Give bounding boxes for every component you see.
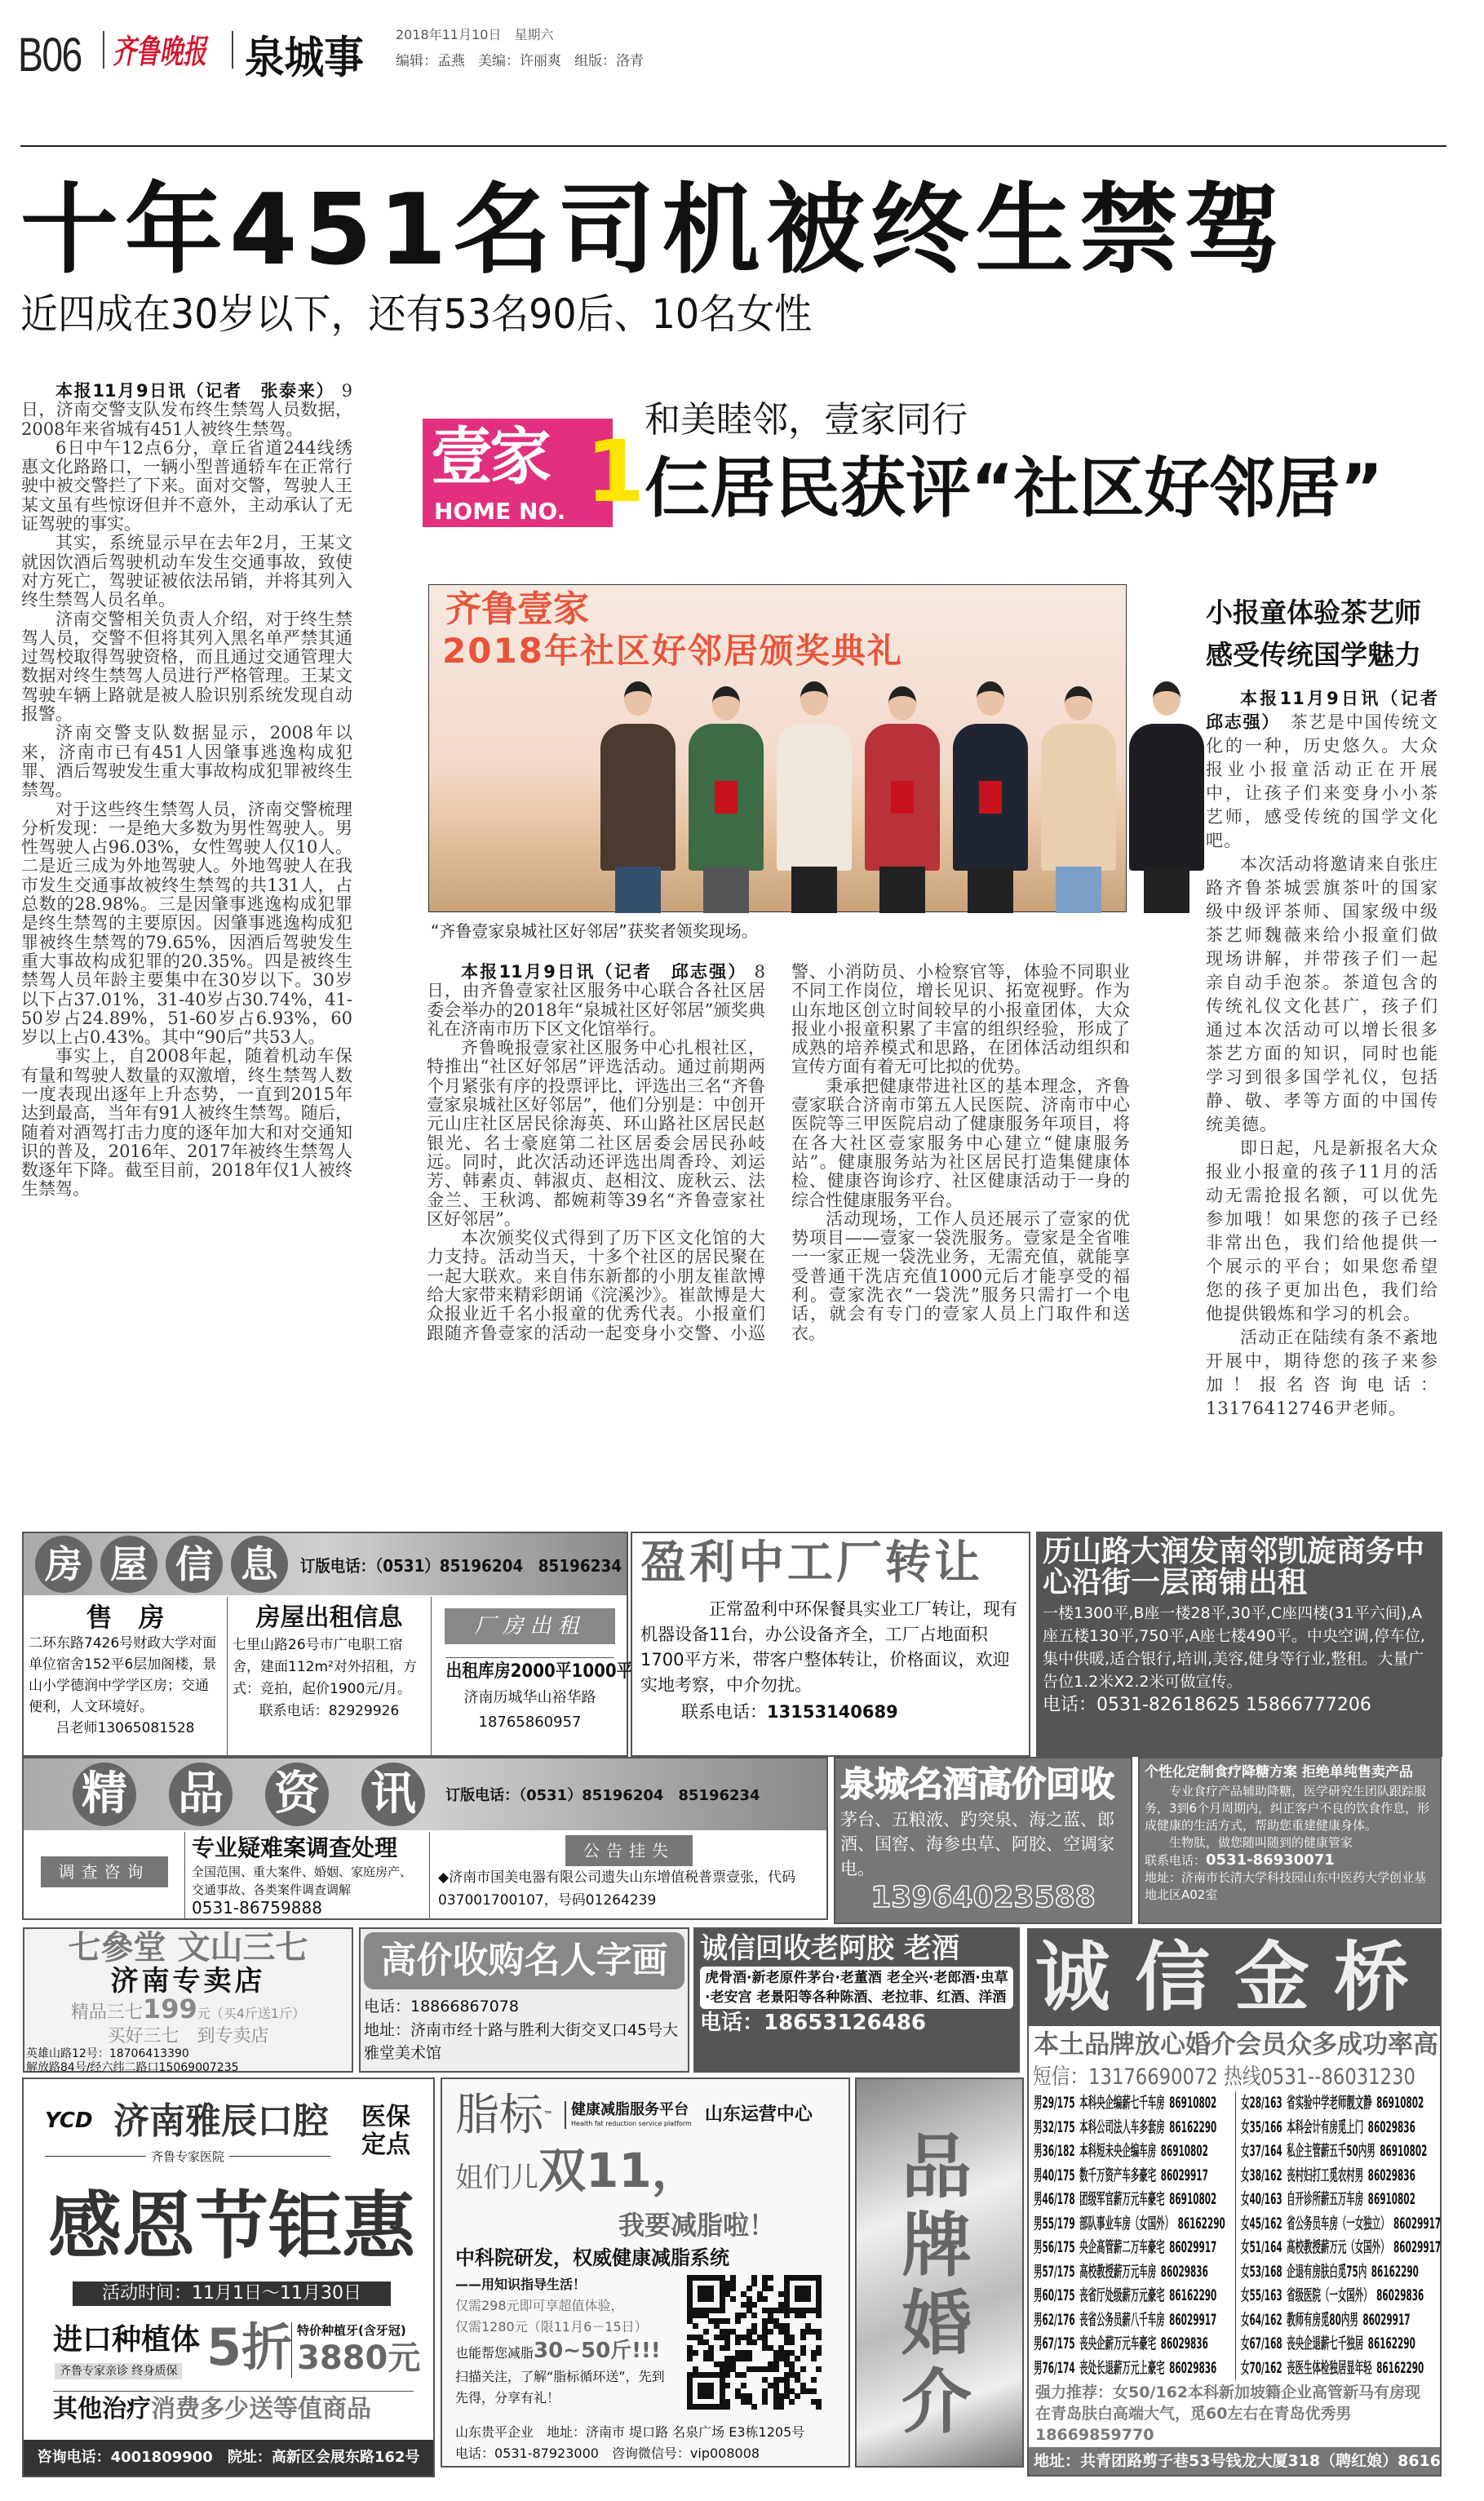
paragraph: 其实，系统显示早在去年2月，王某文就因饮酒后驾驶机动车发生交通事故，致使对方死亡，驾驶证被依法吊销，并将其列入终生禁驾人员名单。 bbox=[21, 533, 352, 610]
award-certificate bbox=[979, 781, 1002, 814]
ad-phone: 订版电话：（0531）85196204 85196234 bbox=[445, 1787, 760, 1804]
award-ceremony-photo bbox=[428, 584, 1127, 912]
member-entry: 男76/174 丧处长退薪万元上豪宅 86029836 bbox=[1034, 2358, 1217, 2377]
date: 2018年11月10日 bbox=[396, 27, 502, 42]
ad-premium-info bbox=[22, 1757, 828, 1920]
qr-module bbox=[811, 2356, 817, 2361]
qr-module bbox=[751, 2313, 757, 2318]
newspaper-logo: 齐鲁晚报 bbox=[113, 33, 207, 71]
divider bbox=[103, 31, 104, 69]
qr-module bbox=[800, 2366, 806, 2372]
ad-chengxin-jinqiao-matchmaking: 诚信金桥 本土品牌放心婚介会员众多成功率高 短信：13176690072 热线0531--86031230 男29/175 本科央企编薪七千车房 86910802 男32/175 本科公司法人车多套房 86162290 男36/182 本科短未央企编车房 86910802 男40/175 数千万资产车多豪宅 86029917 男46/178 团级军官薪万元车豪宅 86910802 男55/179 部队事业车房（女国外） 86162290 男56/175 央企高管薪二万车豪宅 86029917 男57/175 高校教授薪万元车房 86029836 男60/175 丧省厅处级薪万元豪宅 86162290 男62/176 丧省公务员薪八千车房 86029917 男67/175 丧央企薪万元车豪宅 86029836 男76/174 丧处长退薪万元上豪宅 86029836 女28/163 省实验中学老师靓文静 86910802 女35/166 本科会计有房觅上门 86029836 女37/164 私企主管薪五千50内男 86910802 女38/162 丧村妇打工觅农村男 86029836 女40/163 自开诊所薪五万车房 86910802 女45/162 省公务员车房（一女独立） 86029917 女51/164 高校教授薪万元（女国外） 86029917 女53/168 企退有房肤白觅75内 86162290 女55/163 省级医院（一女国外） 86029836 女64/162 教师有房觅80内男 86029917 女67/168 丧央企退薪七千独居 86162290 女70/162 丧医生体检独居显年轻 86162290 强力推荐：女50/162本科新加坡籍企业高管新马有房现在青岛肤白高端大气，觅60左右在青岛优秀男18669859770 地址：共青团路剪子巷53号钱龙大厦318（聘红娘）86162387 bbox=[1027, 1928, 1442, 2477]
person-head bbox=[1153, 681, 1181, 716]
qr-module bbox=[768, 2275, 773, 2281]
member-entry: 男36/182 本科短未央企编车房 86910802 bbox=[1034, 2142, 1208, 2160]
member-entry: 女40/163 自开诊所薪五万车房 86910802 bbox=[1241, 2190, 1415, 2208]
qr-module bbox=[768, 2286, 773, 2291]
person-legs bbox=[791, 867, 837, 913]
ad-phone: 订版电话：（0531）85196204 85196234 bbox=[300, 1555, 622, 1576]
photo-banner-text: 齐鲁壹家 bbox=[445, 588, 589, 630]
tea-article bbox=[1206, 687, 1438, 1421]
qr-module bbox=[746, 2286, 752, 2291]
issue-date bbox=[396, 24, 566, 43]
designer: 美编：许丽爽 bbox=[478, 53, 561, 69]
ad-sanqi-store: 七參堂 文山三七 济南专卖店 精品三七199元（买4斤送1斤） 买好三七 到专卖店 英雄山路12号：18706413390 解放路84号/经六纬二路口15069007235 bbox=[23, 1927, 353, 2073]
member-entry: 女35/166 本科会计有房觅上门 86029836 bbox=[1241, 2117, 1415, 2136]
qr-module bbox=[693, 2350, 698, 2356]
editor: 编辑：孟燕 bbox=[396, 53, 465, 69]
ad-house-rent: 房屋出租信息 七里山路26号市广电职工宿舍，建面112m²对外招租，方式：竞拍，起价1900元/月。 联系电话：82929926 bbox=[228, 1597, 432, 1757]
qr-module bbox=[724, 2404, 730, 2410]
qr-module bbox=[708, 2296, 714, 2302]
qr-module bbox=[816, 2313, 822, 2318]
paragraph: 本报11月9日讯（记者邱志强） 茶艺是中国传统文化的一种，历史悠久。大众报业小报童活动正在开展中，让孩子们来变身小小茶艺师，感受传统的国学文化吧。 bbox=[1206, 689, 1439, 850]
ad-header-band: 房 屋 信 息 订版电话：（0531）85196204 85196234 bbox=[24, 1533, 627, 1595]
qr-module bbox=[741, 2383, 746, 2388]
qr-module bbox=[735, 2318, 741, 2324]
qr-module bbox=[816, 2350, 822, 2356]
photo-banner-text: 2018年社区好邻居颁奖典礼 bbox=[442, 631, 903, 671]
member-entry: 男60/175 丧省厅处级薪万元豪宅 86162290 bbox=[1034, 2286, 1217, 2304]
photo-caption: “齐鲁壹家泉城社区好邻居”获奖者领奖现场。 bbox=[431, 921, 758, 941]
ad-liquor-recycling: 泉城名酒高价回收 茅台、五粮液、趵突泉、海之蓝、郎酒、国窖、海参虫草、阿胶、空调家电。 13964023588 bbox=[834, 1757, 1132, 1924]
ad-survey-label: 调查咨询 bbox=[24, 1832, 185, 1920]
paragraph: 本报11月9日讯（记者 邱志强） 8日，由齐鲁壹家社区服务中心联合各社区居委会举办的2018年“泉城社区好邻居”颁奖典礼在济南市历下区文化馆举行。 bbox=[427, 962, 765, 1039]
member-entry: 女38/162 丧村妇打工觅农村男 86029836 bbox=[1241, 2166, 1415, 2184]
ad-zhibiao-fat-loss: 脂标 ™ 健康减脂服务平台 Health fat reduction service platform 山东运营中心 姐们儿双11， 我要减脂啦！ 中科院研发，权威健康减脂系统 ——用知识指导生活！ 仅需298元即可享超值体验， 仅需1280元（限11月6－15日） 也能帮您减脂30~50斤!!! 扫描关注，了解“脂标循环送”，先到先得，分享有礼！ 山东贵平企业 地址：济南市 堤口路 名泉广场 E3栋1205号 电话：0531-87923000 咨询微信号：vip008008 bbox=[441, 2078, 850, 2468]
paragraph: 活动正在陆续有条不紊地开展中，期待您的孩子来参加！报名咨询电话：13176412746尹老师。 bbox=[1206, 1328, 1438, 1418]
member-entry: 男56/175 央企高管薪二万车豪宅 86029917 bbox=[1034, 2238, 1217, 2256]
story-kicker: 和美睦邻，壹家同行 bbox=[645, 399, 968, 441]
qr-module bbox=[800, 2335, 806, 2340]
qr-module bbox=[724, 2345, 730, 2351]
qr-module bbox=[720, 2308, 725, 2313]
divider bbox=[232, 31, 233, 69]
ad-house-sale: 售 房 二环东路7426号财政大学对面单位宿舍152平6层加阁楼，景山小学德润中学学区房；交通便利，人文环境好。 吕老师13065081528 bbox=[24, 1597, 228, 1757]
ad-calligraphy-purchase: 高价收购名人字画 电话：18866867078 地址：济南市经十路与胜利大街交叉口45号大雅堂美术馆 bbox=[359, 1927, 689, 2073]
qr-module bbox=[746, 2356, 752, 2361]
qr-module bbox=[741, 2313, 746, 2318]
person-head bbox=[800, 681, 828, 716]
female-list bbox=[1236, 2091, 1442, 2380]
member-list bbox=[1029, 2091, 1440, 2380]
dateline: 本报11月9日讯（记者邱志强） bbox=[1206, 689, 1438, 732]
page-number: B06 bbox=[18, 29, 82, 82]
male-list bbox=[1034, 2091, 1236, 2380]
qr-module bbox=[751, 2404, 757, 2410]
person-head bbox=[624, 681, 652, 716]
qr-module bbox=[724, 2318, 730, 2324]
qr-module bbox=[735, 2339, 741, 2345]
qr-module bbox=[789, 2339, 795, 2345]
credits bbox=[396, 49, 657, 69]
member-entry: 男40/175 数千万资产车多豪宅 86029917 bbox=[1034, 2166, 1208, 2184]
home-no1-logo: 壹家 HOME NO. 1 bbox=[423, 419, 613, 527]
tea-headline: 小报童体验茶艺师 感受传统国学魅力 bbox=[1206, 596, 1421, 671]
member-entry: 男32/175 本科公司法人车多套房 86162290 bbox=[1034, 2117, 1217, 2136]
qr-module bbox=[730, 2286, 736, 2291]
award-certificate bbox=[891, 781, 914, 814]
ad-brand-matchmaking: 品牌婚介 bbox=[855, 2078, 1024, 2468]
paragraph: 齐鲁晚报壹家社区服务中心扎根社区，特推出“社区好邻居”评选活动。通过前期两个月紧张有序的投票评比，评选出三名“齐鲁壹家泉城社区好邻居”，他们分别是：中创开元山庄社区居民徐海英、环山路社区居民赵银光、名士豪庭第二社区居委会居民孙岐远。同时，此次活动还评选出周香玲、刘运芳、韩素贞、韩淑贞、赵相汶、庞秋云、法金兰、王秋鸿、都婉莉等39名“齐鲁壹家社区好邻居”。 bbox=[427, 1038, 765, 1229]
dateline: 本报11月9日讯（记者 张泰来） bbox=[55, 381, 335, 401]
main-article bbox=[21, 382, 352, 1200]
person bbox=[1129, 724, 1204, 871]
person-legs bbox=[1144, 867, 1189, 913]
qr-module bbox=[816, 2404, 822, 2410]
ad-yachen-dental: YCD 济南雅辰口腔 齐鲁专家医院 医保定点 感恩节钜惠 活动时间：11月1日～11月30日 进口种植体 齐鲁专家亲诊 终身质保 5折 特价种植牙(含牙冠) 3880元 其他治疗消费多少送等值商品 咨询电话：4001809900 院址：高新区会展东路162号 bbox=[22, 2078, 435, 2477]
brand-logo: 脂标 bbox=[455, 2089, 543, 2140]
qr-module bbox=[784, 2313, 790, 2318]
paragraph: 本报11月9日讯（记者 张泰来） 9日，济南交警支队发布终生禁驾人员数据，2008年来省城有451人被终生禁驾。 bbox=[21, 381, 352, 439]
qr-code[interactable] bbox=[687, 2275, 822, 2410]
qr-module bbox=[724, 2383, 730, 2388]
ad-loss-notice: 公告挂失 ◆济南市国美电器有限公司遗失山东增值税普票壹张，代码037001700107，号码01264239 bbox=[430, 1832, 828, 1920]
qr-module bbox=[811, 2388, 817, 2394]
member-entry: 女28/163 省实验中学老师靓文静 86910802 bbox=[1241, 2094, 1424, 2112]
member-entry: 女51/164 高校教授薪万元（女国外） 86029917 bbox=[1241, 2238, 1442, 2256]
paragraph: 即日起，凡是新报名大众报业小报童的孩子11月的活动无需抢报名额，可以优先参加哦！如果您的孩子已经非常出色，我们给他提供一个展示的平台；如果您希望您的孩子更加出色，我们给他提供锻炼和学习的机会。 bbox=[1206, 1138, 1438, 1324]
person-head bbox=[1065, 686, 1092, 721]
dental-logo-icon: YCD bbox=[45, 2109, 93, 2133]
paragraph: 济南交警相关负责人介绍，对于终生禁驾人员，交警不但将其列入黑名单严禁其通过驾校取得驾驶资格，而且通过交通管理大数据对终生禁驾人员进行严格管理。王某文驾驶车辆上路就是被人脸识别系统发现自动报警。 bbox=[21, 609, 352, 725]
person bbox=[777, 724, 852, 871]
person-legs bbox=[968, 867, 1013, 913]
qr-module bbox=[724, 2372, 730, 2378]
qr-module bbox=[773, 2366, 779, 2372]
member-entry: 女45/162 省公务员车房（一女独立） 86029917 bbox=[1241, 2214, 1442, 2233]
paragraph: 本次颁奖仪式得到了历下区文化馆的大力支持。活动当天，十多个社区的居民聚在一起大联欢。来自伟东新都的小朋友崔歆博给大家带来精彩朗诵《浣溪沙》。崔歆博是大众报业近千名小报童的优秀代表。小报童们跟随齐鲁壹家的活动一起变身小交警、小巡警、小消防员、小检察官等，体验不同职业不同工作岗位，增长见识、拓宽视野。作为山东地区创立时间较早的小报童团体，大众报业小报童积累了丰富的组织经验，形成了成熟的培养模式和思路，在团体活动组织和宣传方面有着无可比拟的优势。 bbox=[427, 962, 1130, 1343]
ad-factory-transfer: 盈利中工厂转让 正常盈利中环保餐具实业工厂转让，现有机器设备11台，办公设备齐全，工厂占地面积1700平方米，带客户整体转让，价格面议，欢迎实地考察，中介勿扰。 联系电话：13153140689 bbox=[631, 1532, 1030, 1757]
story-headline: 仨居民获评“社区好邻居” bbox=[645, 450, 1384, 526]
paragraph: 济南交警支队数据显示，2008年以来，济南市已有451人因肇事逃逸构成犯罪、酒后驾驶发生重大事故构成犯罪被终生禁驾。 bbox=[21, 723, 352, 800]
address: 地址：共青团路剪子巷53号钱龙大厦318（聘红娘）86162387 bbox=[1029, 2447, 1440, 2475]
member-entry: 男57/175 高校教授薪万元车房 86029836 bbox=[1034, 2262, 1208, 2281]
paragraph: 秉承把健康带进社区的基本理念，齐鲁壹家联合济南市第五人民医院、济南市中心医院等三甲医院启动了健康服务年项目，将在各大社区壹家服务中心建立“健康服务站”。健康服务站为社区居民打造集健康体检、健康咨询诊疗、社区健康活动于一身的综合性健康服务平台。 bbox=[791, 1075, 1130, 1210]
qr-module bbox=[751, 2281, 757, 2286]
weekday: 星期六 bbox=[514, 27, 554, 42]
qr-module bbox=[693, 2323, 698, 2329]
paragraph: 本次活动将邀请来自张庄路齐鲁茶城雲旗茶叶的国家级中级评茶师、国家级中级茶艺师魏薇来给小报童们做现场讲解，并带孩子们一起亲自动手泡茶。茶道包含的传统礼仪文化甚广，孩子们通过本次活动可以增长很多茶艺方面的知识，同时也能学习到很多国学礼仪，包括静、敬、孝等方面的中国传统美德。 bbox=[1206, 854, 1438, 1134]
ad-investigation: 专业疑难案调查处理 全国范围、重大案件、婚姻、家庭房产、交通事故、各类案件调查调解 0531-86759888 bbox=[185, 1832, 430, 1920]
paragraph: 6日中午12点6分，章丘省道244线绣惠文化路路口，一辆小型普通轿车在正常行驶中被交警拦了下来。面对交警，驾驶人王某文虽有些惊讶但并不意外，主动承认了无证驾驶的事实。 bbox=[21, 437, 352, 534]
ad-ejiao-recycling: 诚信回收老阿胶 老酒 虎骨酒·新老原件茅台·老董酒 老全兴·老郎酒·虫草·老安宫 老景阳等各种陈酒、老拉菲、红酒、洋酒 电话：18653126486 bbox=[693, 1927, 1020, 2073]
qr-module bbox=[811, 2377, 817, 2383]
paragraph: 事实上，自2008年起，随着机动车保有量和驾驶人数量的双激增，终生禁驾人数一度表现出逐年上升态势，一直到2015年达到最高，当年有91人被终生禁驾。随后，随着对酒驾打击力度的逐年加大和对交通知识的普及，2016年、2017年被终生禁驾人数逐年下降。截至目前，2018年仅1人被终生禁驾。 bbox=[21, 1046, 352, 1200]
member-entry: 女67/168 丧央企退薪七千独居 86162290 bbox=[1241, 2335, 1415, 2352]
member-entry: 女64/162 教师有房觅80内男 86029917 bbox=[1241, 2310, 1411, 2329]
member-entry: 男46/178 团级军官薪万元车豪宅 86910802 bbox=[1034, 2190, 1217, 2208]
qr-module bbox=[741, 2372, 746, 2378]
recommendation: 强力推荐：女50/162本科新加坡籍企业高管新马有房现在青岛肤白高端大气，觅60左右在青岛优秀男18669859770 bbox=[1035, 2383, 1421, 2444]
person bbox=[1041, 724, 1116, 871]
header-rule bbox=[20, 145, 1446, 147]
qr-module bbox=[751, 2302, 757, 2308]
qr-module bbox=[703, 2329, 709, 2335]
ad-header-band: 精 品 资 讯 订版电话：（0531）85196204 85196234 bbox=[24, 1758, 826, 1830]
person-legs bbox=[1056, 867, 1101, 913]
member-entry: 男62/176 丧省公务员薪八千车房 86029917 bbox=[1034, 2310, 1217, 2329]
qr-module bbox=[805, 2296, 811, 2302]
person-legs bbox=[615, 867, 661, 913]
member-entry: 男29/175 本科央企编薪七千车房 86910802 bbox=[1034, 2094, 1217, 2112]
person-head bbox=[712, 686, 740, 721]
qr-module bbox=[800, 2313, 806, 2318]
qr-module bbox=[816, 2335, 822, 2340]
layout-editor: 组版：洛青 bbox=[574, 53, 644, 69]
member-entry: 男55/179 部队事业车房（女国外） 86162290 bbox=[1034, 2214, 1225, 2233]
neighbor-article bbox=[427, 963, 1130, 1343]
person bbox=[600, 724, 676, 871]
member-entry: 女53/168 企退有房肤白觅75内 86162290 bbox=[1241, 2262, 1419, 2281]
dental-subtitle: 齐鲁专家医院 bbox=[45, 2156, 330, 2170]
qr-module bbox=[816, 2366, 822, 2372]
award-certificate bbox=[715, 781, 738, 814]
paragraph: 活动现场，工作人员还展示了壹家的优势项目——壹家一袋洗服务。壹家是全省唯一一家正规一袋洗业务，无需充值，就能享受普通干洗店充值1000元后才能享受的福利。壹家洗衣“一袋洗”服务只需打一个电话，就会有专门的壹家人员上门取件和送衣。 bbox=[791, 1208, 1130, 1343]
person-head bbox=[888, 686, 916, 721]
person-head bbox=[977, 681, 1004, 716]
ad-warehouse: 厂房出租 出租库房2000平1000平 济南历城华山裕华路 18765860957 bbox=[432, 1597, 628, 1757]
ad-shop-rental: 历山路大润发南邻凯旋商务中心沿街一层商铺出租 一楼1300平,B座一楼28平,30平,C座四楼(31平六间),A座五楼130平,750平,A座七楼490平。中央空调,停车位,集中供暖,适合银行,培训,美容,健身等行业,整租。大量广告位1.2米X2.2米可做宣传。 电话：0531-82618625 15866777206 bbox=[1036, 1532, 1442, 1757]
member-entry: 女70/162 丧医生体检独居显年轻 86162290 bbox=[1241, 2358, 1424, 2377]
member-entry: 女37/164 私企主管薪五千50内男 86910802 bbox=[1241, 2142, 1428, 2160]
paragraph: 对于这些终生禁驾人员，济南交警梳理分析发现：一是绝大多数为男性驾驶人。男性驾驶人占96.03%，女性驾驶人仅10人。二是近三成为外地驾驶人。外地驾驶人在我市发生交通事故被终生禁驾的共131人，占总数的28.98%。三是因肇事逃逸构成犯罪是终生禁驾的主要原因。因肇事逃逸构成犯罪被终生禁驾的79.65%，因酒后驾驶发生重大事故构成犯罪的20.35%。四是被终生禁驾人员年龄主要集中在30岁以下。30岁以下占37.01%，31-40岁占30.74%，41-50岁占24.89%，51-60岁占6.93%，60岁以上占0.43%。其中“90后”共53人。 bbox=[21, 799, 352, 1048]
qr-module bbox=[778, 2404, 784, 2410]
ad-house-info bbox=[22, 1532, 633, 1757]
member-entry: 女55/163 省级医院（一女国外） 86029836 bbox=[1241, 2286, 1424, 2304]
qr-module bbox=[789, 2399, 795, 2405]
person-legs bbox=[879, 867, 925, 913]
qr-module bbox=[751, 2339, 757, 2345]
member-entry: 男67/175 丧央企薪万元车豪宅 86029836 bbox=[1034, 2335, 1208, 2352]
qr-module bbox=[795, 2356, 800, 2361]
qr-module bbox=[762, 2399, 768, 2405]
qr-module bbox=[768, 2329, 773, 2335]
qr-module bbox=[708, 2393, 714, 2399]
person-legs bbox=[703, 867, 749, 913]
section-title: 泉城事 bbox=[245, 32, 364, 83]
qr-module bbox=[795, 2393, 800, 2399]
qr-module bbox=[762, 2296, 768, 2302]
dateline: 本报11月9日讯（记者 邱志强） bbox=[461, 962, 747, 982]
main-headline: 十年451名司机被终生禁驾 bbox=[20, 174, 1289, 287]
qr-module bbox=[800, 2350, 806, 2356]
main-subhead: 近四成在30岁以下，还有53名90后、10名女性 bbox=[20, 290, 813, 338]
ad-diabetes-diet: 个性化定制食疗降糖方案 拒绝单纯售卖产品 专业食疗产品辅助降糖，医学研究生团队跟踪服务，3到6个月周期内，纠正客户不良的饮食作息，形成健康的生活方式，帮助您重建健康身体。 生物肽，做您随叫随到的健康管家 联系电话：0531-86930071 地址：济南市长清大学科技园山东中医药大学创业基地北区A02室 bbox=[1138, 1757, 1442, 1924]
qr-module bbox=[730, 2296, 736, 2302]
qr-module bbox=[687, 2356, 693, 2361]
